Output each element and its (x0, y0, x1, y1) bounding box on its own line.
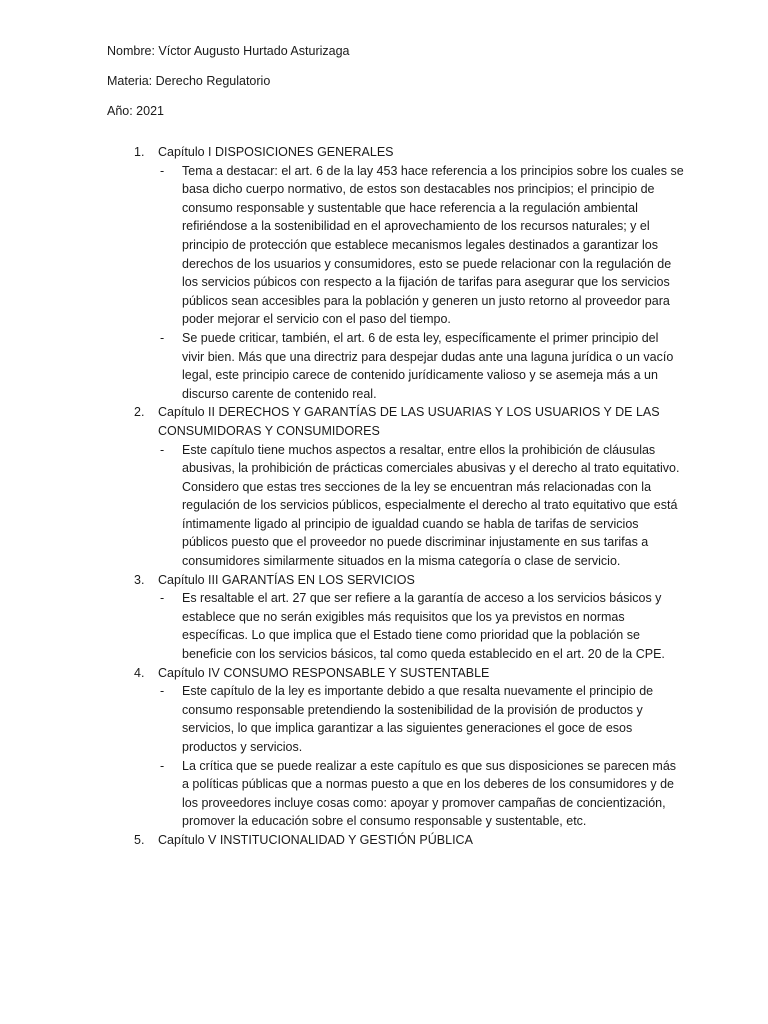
chapter-heading (0, 571, 768, 590)
bullet-text: La crítica que se puede realizar a este capítulo es que sus disposiciones se parecen más a políticas públicas que a normas puesto a que en los deberes de los consumidores y de los proveedores incluye cosas como: apoyar y promover campañas de concientización, promover la educación sobre el consumo responsable y sustentable, etc. (182, 758, 677, 829)
bullet-text: Tema a destacar: el art. 6 de la lay 453 hace referencia a los principios sobre los cuales se basa dicho cuerpo normativo, de estos son destacables nos principios; el principio de consumo responsable y sustentable que hace referencia a la regulación ambiental refiriéndose a la sostenibilidad en el aprovechamiento de los recursos naturales; y el principio de protección que establece mecanismos legales destinados a garantizar los derechos de los usuarios y consumidores, esto se puede relacionar con la regulación de los servicios púbicos con respecto a la fijación de tarifas para asegurar que los servicios públicos sean accesibles para la población y generen un justo retorno al proveedor para poder mejorar el servicio con el paso del tiempo. (182, 163, 684, 327)
dash-bullet-marker: - (160, 591, 165, 606)
chapter-heading (0, 403, 768, 440)
bullet-text: Se puede criticar, también, el art. 6 de esta ley, específicamente el primer principio del vivir bien. Más que una directriz para despejar dudas ante una laguna jurídica o un vacío legal, este principio carece de contenido jurídicamente valioso y se asemeja más a un discurso carente de contenido real. (182, 330, 674, 401)
dash-bullet-marker: - (160, 163, 165, 178)
subject-line: Materia: Derecho Regulatorio (107, 74, 271, 88)
chapter-item (0, 571, 768, 664)
chapter-title: Capítulo II DERECHOS Y GARANTÍAS DE LAS USUARIAS Y LOS USUARIOS Y DE LAS CONSUMIDORAS Y CONSUMIDORES (158, 405, 660, 438)
dash-bullet-marker: - (160, 442, 165, 457)
chapter-item (0, 664, 768, 831)
dash-bullet-marker: - (160, 684, 165, 699)
chapter-heading (0, 143, 768, 162)
chapter-title: Capítulo IV CONSUMO RESPONSABLE Y SUSTENTABLE (158, 665, 490, 680)
chapter-number: 2. (134, 405, 145, 420)
bullet-text: Es resaltable el art. 27 que ser refiere a la garantía de acceso a los servicios básicos y establece que no serán exigibles más requisitos que los ya previstos en normas específicas. Lo que implica que el Estado tiene como prioridad que la población se beneficie con los servicios básicos, tal como queda establecido en el art. 20 de la CPE. (182, 591, 665, 662)
chapter-title: Capítulo I DISPOSICIONES GENERALES (158, 145, 394, 159)
bullet-text: Este capítulo tiene muchos aspectos a resaltar, entre ellos la prohibición de cláusulas abusivas, la prohibición de prácticas comerciales abusivas y el derecho al trato equitativo. Considero que estas tres secciones de la ley se encuentran más relacionadas con la regulación de los servicios públicos, especialmente el derecho al trato equitativo que está íntimamente ligado al principio de igualdad cuando se habla de tarifas de servicios públicos puesto que el proveedor no puede discriminar injustamente en sus tarifas a consumidores similarmente situados en la misma categoría o clase de servicio. (182, 442, 680, 569)
bullet-item (0, 682, 768, 756)
bullet-item (0, 757, 768, 831)
chapter-number: 4. (134, 665, 145, 680)
chapter-item (0, 831, 768, 850)
author-name: Nombre: Víctor Augusto Hurtado Asturizaga (107, 44, 350, 58)
chapter-heading (0, 664, 768, 683)
bullet-text: Este capítulo de la ley es importante debido a que resalta nuevamente el principio de consumo responsable pretendiendo la sostenibilidad de la provisión de productos y servicios, lo que implica garantizar a las siguientes generaciones el goce de esos productos y servicios. (182, 684, 654, 754)
bullet-item (0, 441, 768, 571)
year-line: Año: 2021 (107, 104, 164, 118)
chapter-number: 3. (134, 572, 145, 587)
dash-bullet-marker: - (160, 758, 165, 773)
chapter-title: Capítulo V INSTITUCIONALIDAD Y GESTIÓN PÚBLICA (158, 832, 473, 847)
bullet-item (0, 589, 768, 663)
bullet-item (0, 162, 768, 329)
chapter-heading (0, 831, 768, 850)
dash-bullet-marker: - (160, 330, 165, 345)
bullet-item (0, 329, 768, 403)
chapter-number: 5. (134, 832, 145, 847)
chapter-number: 1. (134, 145, 145, 159)
chapter-list (0, 143, 768, 850)
chapter-item (0, 403, 768, 570)
chapter-item (0, 143, 768, 403)
chapter-title: Capítulo III GARANTÍAS EN LOS SERVICIOS (158, 572, 415, 587)
